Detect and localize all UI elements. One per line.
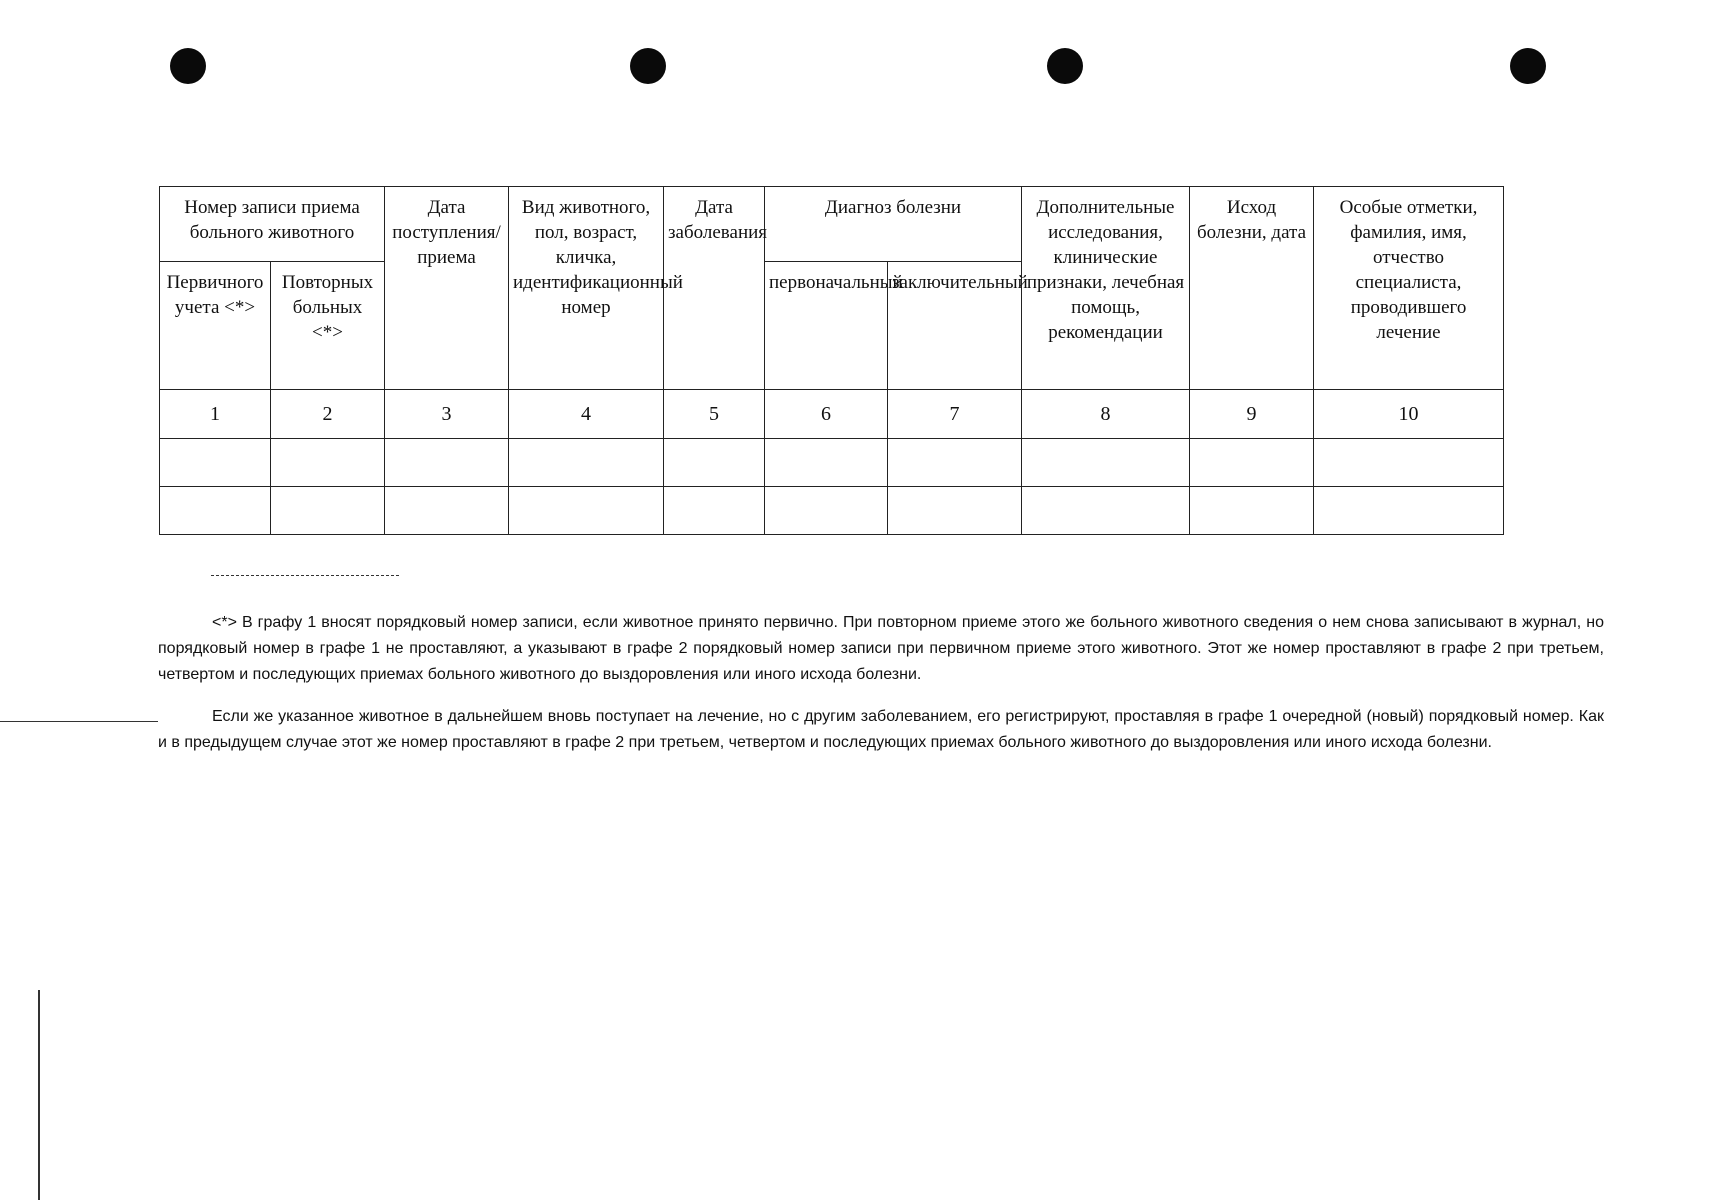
column-number: 4 xyxy=(509,390,664,439)
column-number: 7 xyxy=(888,390,1022,439)
header-additional: Дополнительные исследования, клинические признаки, лечебная помощь, рекомендации xyxy=(1022,187,1190,390)
empty-cell xyxy=(664,439,765,487)
header-record-number: Номер записи приема больного животного xyxy=(160,187,385,262)
margin-line xyxy=(38,990,40,1200)
empty-cell xyxy=(385,439,509,487)
column-number: 3 xyxy=(385,390,509,439)
empty-cell xyxy=(1022,439,1190,487)
header-outcome: Исход болезни, дата xyxy=(1190,187,1314,390)
empty-cell xyxy=(1190,487,1314,535)
margin-rule xyxy=(0,721,158,722)
punch-hole xyxy=(1047,48,1083,84)
empty-cell xyxy=(271,487,385,535)
column-number: 10 xyxy=(1314,390,1504,439)
empty-cell xyxy=(664,487,765,535)
journal-table xyxy=(159,186,1504,535)
header-special-notes: Особые отметки, фамилия, имя, отчество специалиста, проводившего лечение xyxy=(1314,187,1504,390)
column-number: 2 xyxy=(271,390,385,439)
header-repeat: Повторных больных <*> xyxy=(271,262,385,390)
empty-cell xyxy=(509,439,664,487)
header-diag-final: заключительный xyxy=(888,262,1022,390)
empty-cell xyxy=(765,487,888,535)
empty-cell xyxy=(1314,487,1504,535)
empty-cell xyxy=(765,439,888,487)
empty-cell xyxy=(271,439,385,487)
footnote-new-disease: Если же указанное животное в дальнейшем вновь поступает на лечение, но с другим заболеванием, его регистрируют, проставляя в графе 1 очередной (новый) порядковый номер. Как и в предыдущем случае этот же номер проставляют в графе 2 при третьем, четвертом и последующих приемах больного животного до выздоровления или иного исхода болезни. xyxy=(158,708,1604,751)
punch-hole xyxy=(630,48,666,84)
empty-cell xyxy=(1190,439,1314,487)
empty-cell xyxy=(509,487,664,535)
column-number: 9 xyxy=(1190,390,1314,439)
header-date-disease: Дата заболевания xyxy=(664,187,765,390)
column-number: 5 xyxy=(664,390,765,439)
header-diag-initial: первоначальный xyxy=(765,262,888,390)
header-animal: Вид животного, пол, возраст, кличка, идентификационный номер xyxy=(509,187,664,390)
table-row xyxy=(160,487,1504,535)
table-row xyxy=(160,439,1504,487)
header-date-admission: Дата поступления/приема xyxy=(385,187,509,390)
empty-cell xyxy=(160,487,271,535)
column-number: 8 xyxy=(1022,390,1190,439)
punch-hole xyxy=(1510,48,1546,84)
empty-cell xyxy=(1022,487,1190,535)
punch-hole xyxy=(170,48,206,84)
empty-cell xyxy=(385,487,509,535)
footnote-primary-record: <*> В графу 1 вносят порядковый номер записи, если животное принято первично. При повторном приеме этого же больного животного сведения о нем снова записывают в журнал, но порядковый номер в графе 1 не проставляют, а указывают в графе 2 порядковый номер записи при первичном приеме этого животного. Этот же номер проставляют в графе 2 при третьем, четвертом и последующих приемах больного животного до выздоровления или иного исхода болезни. xyxy=(158,614,1604,683)
header-diagnosis: Диагноз болезни xyxy=(765,187,1022,262)
empty-cell xyxy=(1314,439,1504,487)
empty-cell xyxy=(888,487,1022,535)
column-number: 1 xyxy=(160,390,271,439)
header-primary: Первичного учета <*> xyxy=(160,262,271,390)
empty-cell xyxy=(160,439,271,487)
empty-cell xyxy=(888,439,1022,487)
footnote-separator xyxy=(211,575,399,576)
column-number: 6 xyxy=(765,390,888,439)
